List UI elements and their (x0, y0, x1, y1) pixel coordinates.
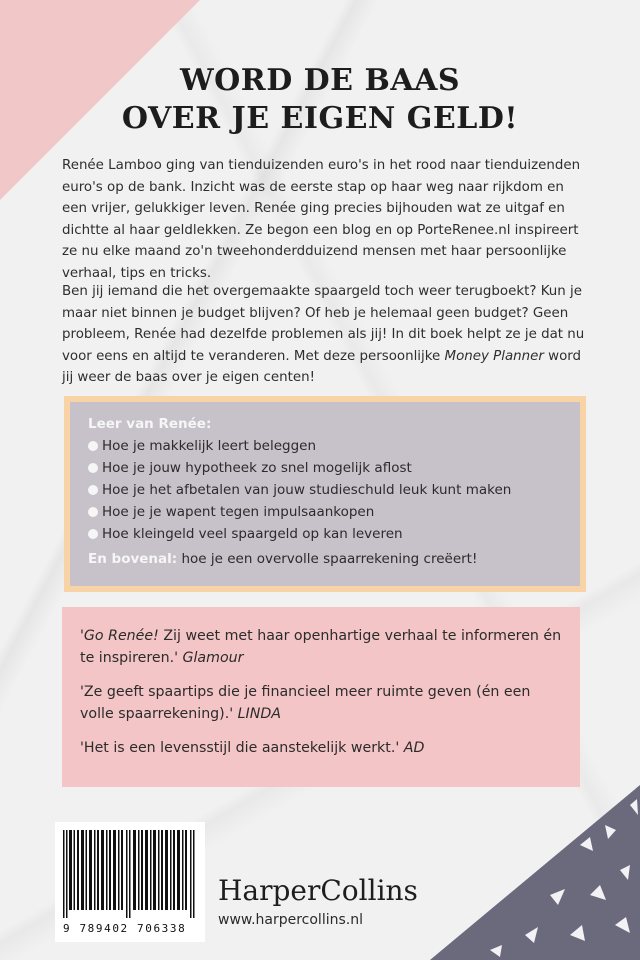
bullet-icon (88, 485, 98, 495)
bonus-text: hoe je een overvolle spaarrekening creëert! (177, 551, 478, 567)
bullet-icon (88, 507, 98, 517)
bonus-line (88, 551, 564, 567)
quote-text: Zij weet met haar openhartige verhaal te informeren én te inspireren.' (80, 628, 562, 666)
barcode-bars-icon (63, 830, 197, 918)
learn-title: Leer van Renée: (88, 416, 212, 432)
quote-glamour (80, 625, 566, 669)
headline (0, 62, 640, 138)
quote-source: LINDA (237, 706, 281, 722)
list-item-text: Hoe je makkelijk leert beleggen (102, 438, 317, 454)
intro-paragraph-1: Renée Lamboo ging van tienduizenden euro's in het rood naar tienduizenden euro's op de bank. Inzicht was de eerste stap op haar weg naar rijkdom en een vrijer, gelukkiger leven. Renée ging precies bijhouden wat ze uitgaf en dichtte al haar geldlekken. Ze begon een blog en op PorteRenee.nl inspireert ze nu elke maand zo'n tweehonderdduizend mensen met haar persoonlijke verhaal, tips en tricks. (62, 158, 581, 281)
publisher-website[interactable]: www.harpercollins.nl (218, 912, 363, 928)
intro-paragraph-2-end: word jij weer de baas over je eigen centen! (62, 348, 582, 385)
list-item-text: Hoe kleingeld veel spaargeld op kan leveren (102, 526, 403, 542)
publisher-logo: HarperCollins (218, 874, 418, 907)
learn-list (88, 435, 564, 545)
quote-text: 'Het is een levensstijl die aanstekelijk werkt.' (80, 740, 404, 756)
quote-pre: ' (80, 628, 84, 644)
quote-text: 'Ze geeft spaartips die je financieel meer ruimte geven (én een volle spaarrekening).' (80, 684, 531, 722)
quote-source: Glamour (182, 650, 244, 666)
list-item-text: Hoe je het afbetalen van jouw studieschuld leuk kunt maken (102, 482, 512, 498)
bullet-icon (88, 529, 98, 539)
list-item (88, 435, 564, 457)
headline-line-1: WORD DE BAAS (179, 63, 461, 98)
quotes-box (62, 607, 580, 787)
barcode-number: 9 789402 706338 (63, 922, 187, 935)
list-item-text: Hoe je je wapent tegen impulsaankopen (102, 504, 375, 520)
money-planner-emphasis: Money Planner (444, 348, 544, 364)
list-item (88, 523, 564, 545)
list-item (88, 479, 564, 501)
list-item-text: Hoe je jouw hypotheek zo snel mogelijk aflost (102, 460, 412, 476)
learn-box (64, 396, 586, 592)
intro-paragraph-2-start: Ben jij iemand die het overgemaakte spaargeld toch weer terugboekt? Kun je maar niet binnen je budget blijven? Of heb je helemaal geen budget? Geen probleem, Renée had dezelfde problemen als jij! In dit boek helpt ze je dat nu voor eens en altijd te veranderen. Met deze persoonlijke (62, 284, 585, 364)
bullet-icon (88, 441, 98, 451)
list-item (88, 457, 564, 479)
quote-emphasis: Go Renée! (83, 628, 159, 644)
bullet-icon (88, 463, 98, 473)
barcode (55, 822, 205, 942)
headline-line-2: OVER JE EIGEN GELD! (121, 101, 519, 136)
bonus-label: En bovenal: (88, 551, 178, 567)
quote-ad (80, 737, 566, 759)
quote-source: AD (403, 740, 425, 756)
slate-corner-pattern (430, 785, 640, 960)
quote-linda (80, 681, 566, 725)
list-item (88, 501, 564, 523)
intro-paragraph-2 (62, 281, 587, 389)
